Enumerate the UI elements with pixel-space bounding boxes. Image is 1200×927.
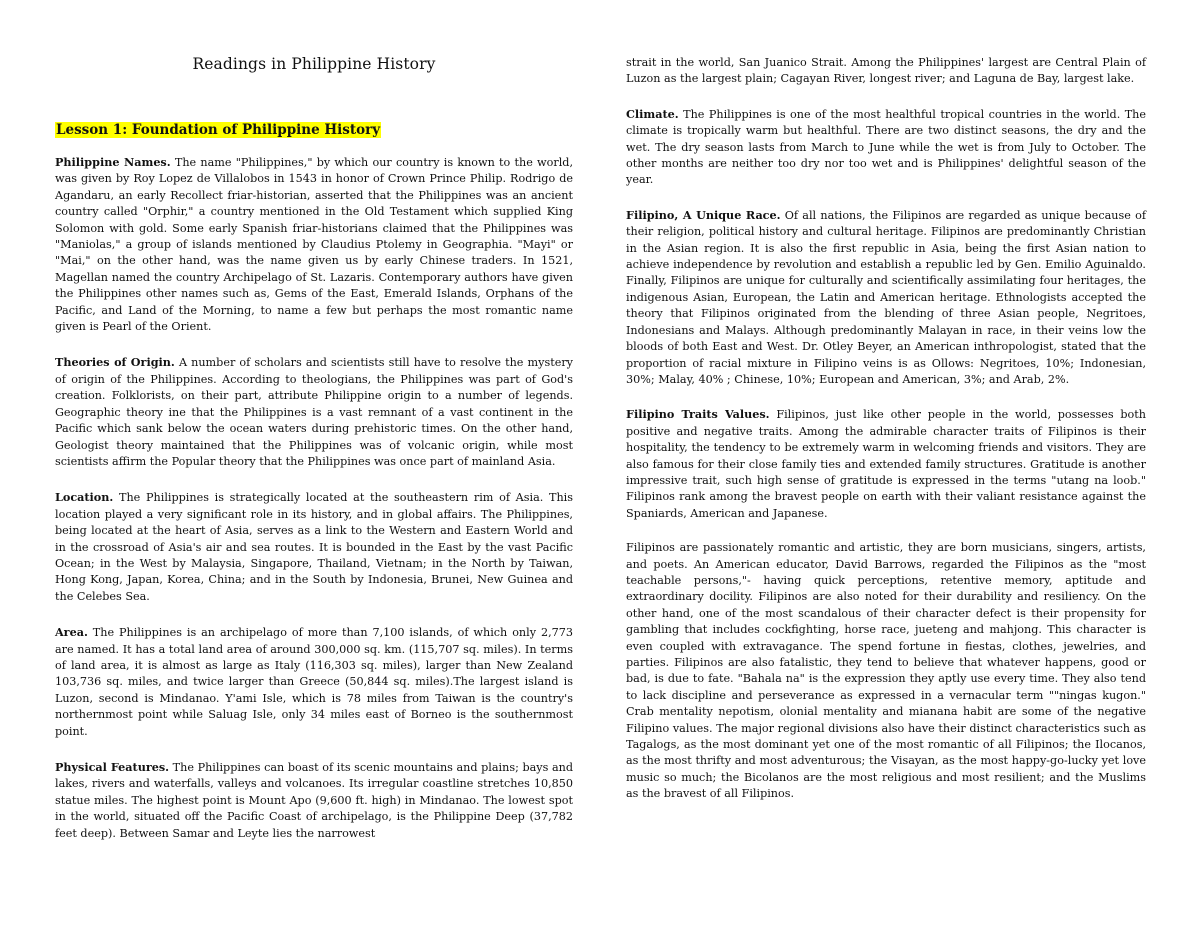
paragraph-text: A number of scholars and scientists still have to resolve the mystery of origin of the Philippines. According to theologians, the Philippines was part of God's creation. Folklorists, on their part, attribute Philippine origin to a number of legends. Geographic theory ine that the Philippines is a vast remnant of a vast continent in the Pacific which sank below the ocean waters during prehistoric times. On the other hand, Geologist theory maintained that the Philippines was of volcanic origin, while most scientists affirm the Popular theory that the Philippines was once part of mainland Asia. xyxy=(55,356,574,468)
paragraph-location xyxy=(55,489,573,605)
paragraph-text: The name "Philippines," by which our country is known to the world, was given by Roy Lopez de Villalobos in 1543 in honor of Crown Prince Philip. Rodrigo de Agandaru, an early Recollect friar-historian, asserted that the Philippines was an ancient country called "Orphir," a country mentioned in the Old Testament which supplied King Solomon with gold. Some early Spanish friar-historians claimed that the Philippines was "Maniolas," a group of islands mentioned by Claudius Ptolemy in Geographia. "Mayi" or "Mai," on the other hand, was the name given us by early Chinese traders. In 1521, Magellan named the country Archipelago of St. Lazaris. Contemporary authors have given the Philippines other names such as, Gems of the East, Emerald Islands, Orphans of the Pacific, and Land of the Morning, to name a few but perhaps the most romantic name given is Pearl of the Orient. xyxy=(55,156,573,334)
paragraph-lead: Location. xyxy=(55,490,114,505)
paragraph-text: The Philippines can boast of its scenic mountains and plains; bays and lakes, rivers and waterfalls, valleys and volcanoes. Its irregular coastline stretches 10,850 statue miles. The highest point is Mount Apo (9,600 ft. high) in Mindanao. The lowest spot in the world, situated off the Pacific Coast of archipelago, is the Philippine Deep (37,782 feet deep). Between Samar and Leyte lies the narrowest xyxy=(55,761,573,840)
paragraph-lead: Philippine Names. xyxy=(55,155,171,169)
paragraph-lead: Filipino Traits Values. xyxy=(626,407,770,422)
paragraph-traits-values xyxy=(626,406,1146,522)
paragraph-lead: Theories of Origin. xyxy=(55,355,175,370)
paragraph-physical-features xyxy=(55,759,573,842)
paragraph-climate xyxy=(626,106,1146,189)
paragraph-lead: Filipino, A Unique Race. xyxy=(626,207,781,222)
paragraph-philippine-names xyxy=(55,154,573,335)
lesson-heading-wrapper xyxy=(55,119,573,154)
right-column xyxy=(626,55,1146,821)
paragraph-physical-features-continued xyxy=(626,55,1146,88)
paragraph-lead: Climate. xyxy=(626,106,679,121)
paragraph-lead: Physical Features. xyxy=(55,760,170,774)
paragraph-text: The Philippines is an archipelago of more than 7,100 islands, of which only 2,773 are named. It has a total land area of around 300,000 sq. km. (115,707 sq. miles). In terms of land area, it is almost as large as Italy (116,303 sq. miles), larger than New Zealand 103,736 sq. miles, and twice larger than Greece (50,844 sq. miles).The largest island is Luzon, second is Mindanao. Y'ami Isle, which is 78 miles from Taiwan is the country's northernmost point while Saluag Isle, only 34 miles east of Borneo is the southernmost point. xyxy=(55,626,573,738)
paragraph-theories-of-origin xyxy=(55,354,573,470)
paragraph-text: Filipinos, just like other people in the world, possesses both positive and negative traits. Among the admirable character traits of Filipinos is their hospitality, the tendency to be extremely warm in welcoming friends and visitors. They are also famous for their close family ties and extended family structures. Gratitude is another impressive trait, such high sense of gratitude is expressed in the terms "utang na loob." Filipinos rank among the bravest people on earth with their valiant resistance against the Spaniards, American and Japanese. xyxy=(626,408,1146,520)
paragraph-text: Filipinos are passionately romantic and artistic, they are born musicians, singers, artists, and poets. An American educator, David Barrows, regarded the Filipinos as the "most teachable persons,"- having quick perceptions, retentive memory, aptitude and extraordinary docility. Filipinos are also noted for their durability and resiliency. On the other hand, one of the most scandalous of their character defect is their propensity for gambling that includes cockfighting, horse race, jueteng and mahjong. This character is even coupled with extravagance. The spend fortune in fiestas, clothes, jewelries, and parties. Filipinos are also fatalistic, they tend to believe that whatever happens, good or bad, is due to fate. "Bahala na" is the expression they aptly use every time. They also tend to lack discipline and perseverance as expressed in a vernacular term ""ningas kugon." Crab mentality nepotism, olonial mentality and mianana habit are some of the negative Filipino values. The major regional divisions also have their distinct characteristics such as Tagalogs, as the most dominant yet one of the most romantic of all Filipinos; the Ilocanos, as the most thrifty and most adventurous; the Visayan, as the most happy-go-lucky yet love music so much; the Bicolanos are the most religious and most resilient; and the Muslims as the bravest of all Filipinos. xyxy=(626,541,1146,801)
paragraph-text: strait in the world, San Juanico Strait. Among the Philippines' largest are Central Plain of Luzon as the largest plain; Cagayan River, longest river; and Laguna de Bay, largest lake. xyxy=(626,56,1146,86)
lesson-heading: Lesson 1: Foundation of Philippine History xyxy=(56,122,381,138)
paragraph-text: The Philippines is strategically located at the southeastern rim of Asia. This location played a very significant role in its history, and in global affairs. The Philippines, being located at the heart of Asia, serves as a link to the Western and Eastern World and in the crossroad of Asia's air and sea routes. It is bounded in the East by the vast Pacific Ocean; in the West by Malaysia, Singapore, Thailand, Vietnam; in the North by Taiwan, Hong Kong, Japan, Korea, China; and in the South by Indonesia, Brunei, New Guinea and the Celebes Sea. xyxy=(55,491,573,603)
paragraph-area xyxy=(55,624,573,740)
paragraph-passionately-romantic xyxy=(626,540,1146,803)
paragraph-unique-race xyxy=(626,207,1146,388)
paragraph-text: The Philippines is one of the most healthful tropical countries in the world. The climate is tropically warm but healthful. There are two distinct seasons, the dry and the wet. The dry season lasts from March to June while the wet is from July to October. The other months are neither too dry nor too wet and is Philippines' delightful season of the year. xyxy=(626,107,1146,187)
paragraph-text: Of all nations, the Filipinos are regarded as unique because of their religion, political history and cultural heritage. Filipinos are predominantly Christian in the Asian region. It is also the first republic in Asia, being the first Asian nation to achieve independence by revolution and establish a republic led by Gen. Emilio Aguinaldo. Finally, Filipinos are unique for culturally and scientifically assimilating four heritages, the indigenous Asian, European, the Latin and American heritage. Ethnologists accepted the theory that Filipinos originated from the blending of three Asian people, Negritoes, Indonesians and Malays. Although predominantly Malayan in race, in their veins low the bloods of both East and West. Dr. Otley Beyer, an American inthropologist, stated that the proportion of racial mixture in Filipino veins is as Ollows: Negritoes, 10%; Indonesian, 30%; Malay, 40% ; Chinese, 10%; European and American, 3%; and Arab, 2%. xyxy=(626,208,1146,386)
left-column xyxy=(55,55,573,861)
paragraph-lead: Area. xyxy=(55,625,88,640)
document-title: Readings in Philippine History xyxy=(192,55,436,73)
